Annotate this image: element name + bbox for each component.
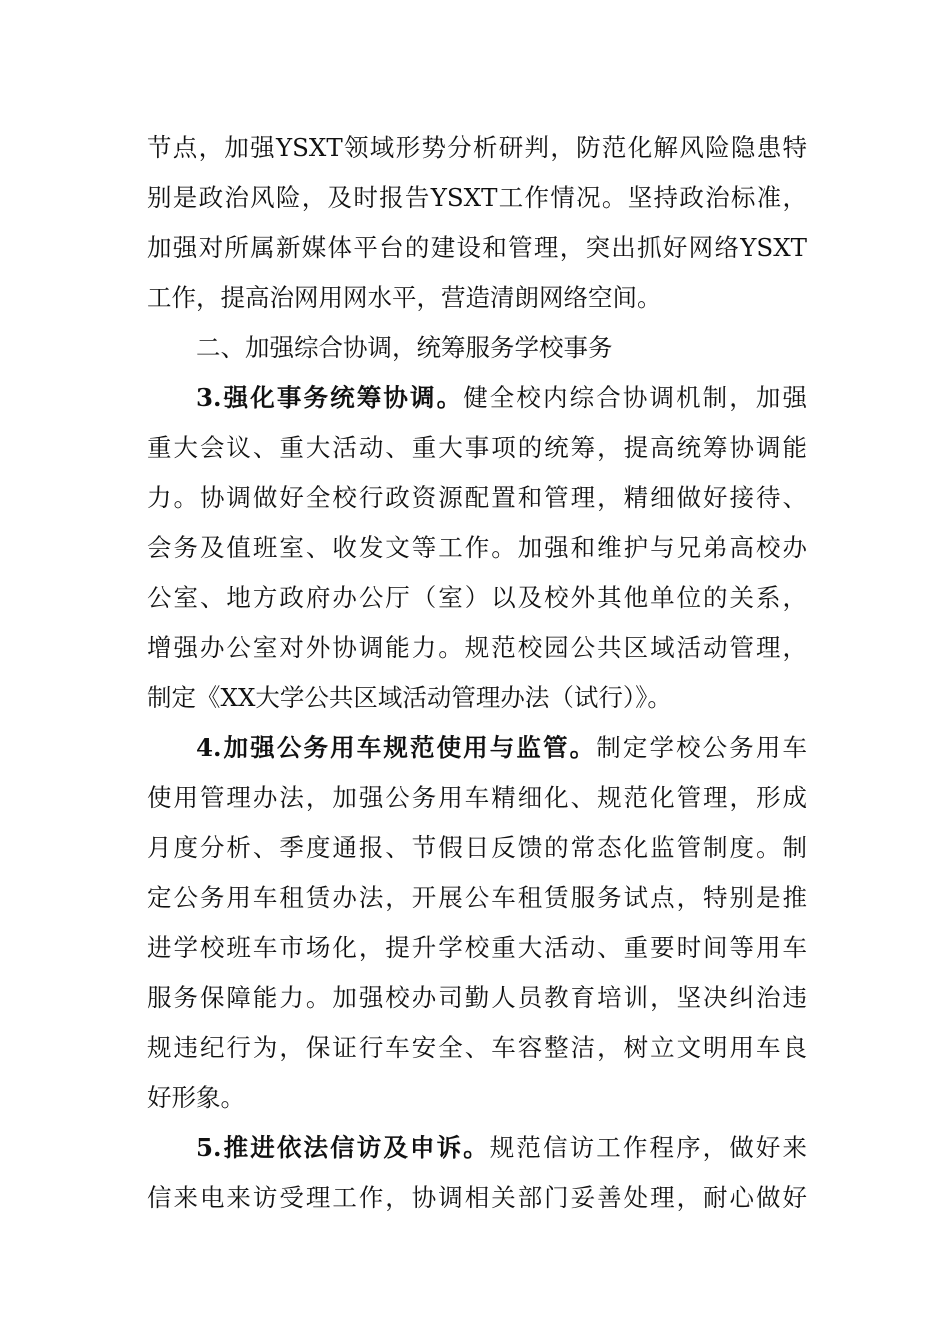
- text-line: 制定《XX大学公共区域活动管理办法（试行）》。: [147, 683, 672, 712]
- item-lead: 3.强化事务统筹协调。: [196, 383, 464, 412]
- text-line: 会务及值班室、收发文等工作。加强和维护与兄弟高校办: [147, 533, 807, 562]
- text-line: 力。协调做好全校行政资源配置和管理，精细做好接待、: [147, 483, 807, 512]
- text-line: 服务保障能力。加强校办司勤人员教育培训，坚决纠治违: [147, 983, 807, 1012]
- text-line: 月度分析、季度通报、节假日反馈的常态化监管制度。制: [147, 833, 807, 862]
- text-line: 进学校班车市场化，提升学校重大活动、重要时间等用车: [147, 933, 807, 962]
- item-lead: 4.加强公务用车规范使用与监管。: [196, 733, 597, 762]
- text-span: 健全校内综合协调机制，加强: [463, 383, 808, 412]
- text-span: 制定学校公务用车: [596, 733, 808, 762]
- text-line: 增强办公室对外协调能力。规范校园公共区域活动管理，: [147, 633, 807, 662]
- text-line: 好形象。: [147, 1083, 245, 1112]
- item-lead: 5.推进依法信访及申诉。: [196, 1133, 490, 1162]
- text-line: [196, 728, 807, 768]
- text-line: 信来电来访受理工作，协调相关部门妥善处理，耐心做好: [147, 1183, 807, 1212]
- text-line: [196, 378, 807, 418]
- text-line: 公室、地方政府办公厅（室）以及校外其他单位的关系，: [147, 583, 807, 612]
- text-line: 定公务用车租赁办法，开展公车租赁服务试点，特别是推: [147, 883, 807, 912]
- section-heading: 二、加强综合协调，统筹服务学校事务: [196, 333, 613, 362]
- text-line: 使用管理办法，加强公务用车精细化、规范化管理，形成: [147, 783, 807, 812]
- text-line: 别是政治风险，及时报告YSXT工作情况。坚持政治标准，: [147, 183, 807, 212]
- text-line: 加强对所属新媒体平台的建设和管理，突出抓好网络YSXT: [147, 233, 807, 262]
- text-line: 节点，加强YSXT领域形势分析研判，防范化解风险隐患特: [147, 133, 807, 162]
- text-line: 工作，提高治网用网水平，营造清朗网络空间。: [147, 283, 662, 312]
- text-line: 规违纪行为，保证行车安全、车容整洁，树立文明用车良: [147, 1033, 807, 1062]
- text-line: [196, 1128, 807, 1168]
- text-span: 规范信访工作程序，做好来: [489, 1133, 808, 1162]
- text-line: 重大会议、重大活动、重大事项的统筹，提高统筹协调能: [147, 433, 807, 462]
